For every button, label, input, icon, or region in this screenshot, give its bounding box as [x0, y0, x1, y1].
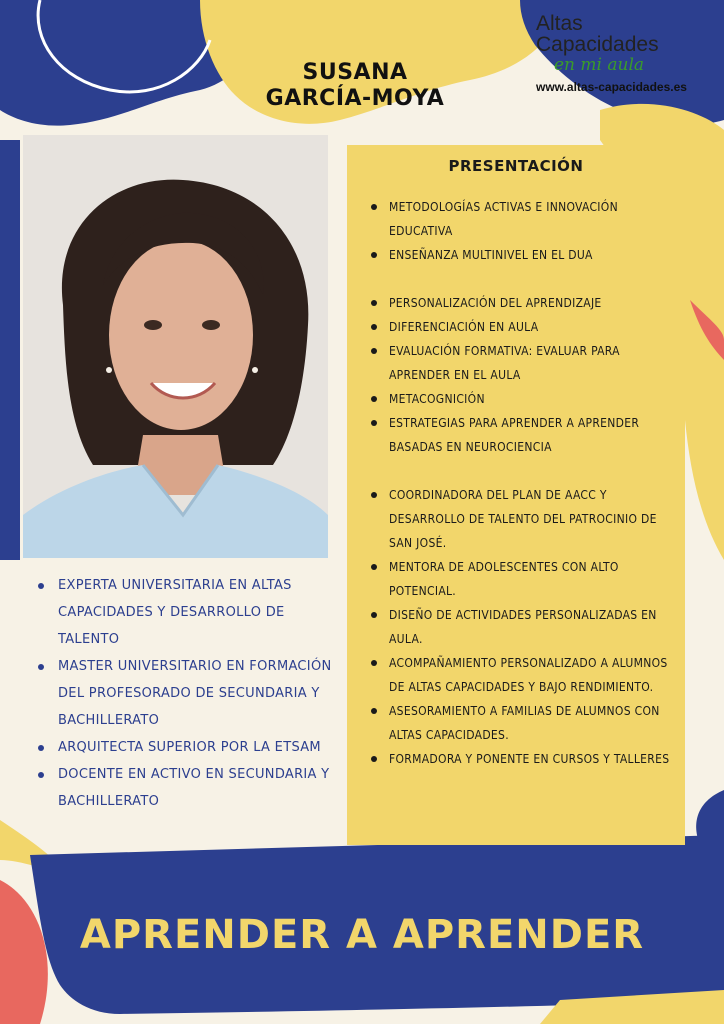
list-item: MASTER UNIVERSITARIO EN FORMACIÓN DEL PROFESORADO DE SECUNDARIA Y BACHILLERATO — [36, 653, 336, 734]
list-item: MENTORA DE ADOLESCENTES CON ALTO POTENCIAL. — [367, 555, 683, 603]
list-item: ARQUITECTA SUPERIOR POR LA ETSAM — [36, 734, 336, 761]
list-item: DISEÑO DE ACTIVIDADES PERSONALIZADAS EN AULA. — [367, 603, 683, 651]
list-item: DIFERENCIACIÓN EN AULA — [367, 315, 683, 339]
list-item: ASESORAMIENTO A FAMILIAS DE ALUMNOS CON ALTAS CAPACIDADES. — [367, 699, 683, 747]
person-name-line2: GARCÍA-MOYA — [265, 86, 445, 111]
list-item: EXPERTA UNIVERSITARIA EN ALTAS CAPACIDADES Y DESARROLLO DE TALENTO — [36, 572, 336, 653]
website-url: www.altas-capacidades.es — [536, 80, 687, 94]
presentation-list — [367, 195, 683, 771]
list-item: EVALUACIÓN FORMATIVA: EVALUAR PARA APRENDER EN EL AULA — [367, 339, 683, 387]
list-item: FORMADORA Y PONENTE EN CURSOS Y TALLERES — [367, 747, 683, 771]
presentation-panel — [347, 145, 685, 845]
logo — [536, 14, 716, 94]
portrait-photo — [23, 135, 328, 558]
list-item: ACOMPAÑAMIENTO PERSONALIZADO A ALUMNOS DE ALTAS CAPACIDADES Y BAJO RENDIMIENTO. — [367, 651, 683, 699]
footer-slogan: APRENDER A APRENDER — [79, 912, 645, 958]
logo-line1: Altas — [536, 12, 583, 35]
list-item: METACOGNICIÓN — [367, 387, 683, 411]
logo-line3: en mi aula — [554, 55, 645, 75]
list-item: ESTRATEGIAS PARA APRENDER A APRENDER BASADAS EN NEUROCIENCIA — [367, 411, 683, 459]
logo-line2: Capacidades — [536, 33, 659, 56]
person-name — [240, 60, 470, 112]
list-item: METODOLOGÍAS ACTIVAS E INNOVACIÓN EDUCATIVA — [367, 195, 683, 243]
list-item: PERSONALIZACIÓN DEL APRENDIZAJE — [367, 291, 683, 315]
navy-blob-right-mid — [696, 790, 724, 845]
list-item: COORDINADORA DEL PLAN DE AACC Y DESARROLLO DE TALENTO DEL PATROCINIO DE SAN JOSÉ. — [367, 483, 683, 555]
list-item: ENSEÑANZA MULTINIVEL EN EL DUA — [367, 243, 683, 267]
presentation-title: PRESENTACIÓN — [448, 157, 584, 175]
list-item: DOCENTE EN ACTIVO EN SECUNDARIA Y BACHILLERATO — [36, 761, 336, 815]
navy-strip-left — [0, 140, 20, 560]
person-name-line1: SUSANA — [302, 60, 408, 85]
credentials-list — [36, 572, 336, 815]
